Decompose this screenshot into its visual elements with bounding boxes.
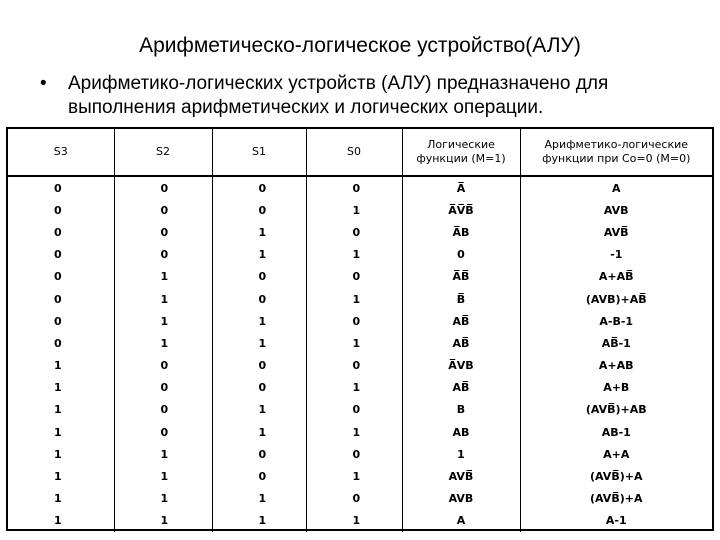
cell-logic: 0 — [402, 244, 520, 266]
cell-s0: 1 — [306, 510, 402, 532]
cell-s0: 0 — [306, 266, 402, 288]
cell-s3: 0 — [8, 288, 114, 310]
cell-s0: 0 — [306, 355, 402, 377]
cell-s3: 0 — [8, 221, 114, 243]
table-row — [8, 421, 712, 443]
cell-s0: 0 — [306, 176, 402, 199]
cell-s1: 0 — [212, 465, 306, 487]
table-row — [8, 176, 712, 199]
cell-arith: A+AB — [598, 359, 634, 373]
cell-logic: A̅B̅ — [402, 266, 520, 288]
table-row — [8, 510, 712, 532]
cell-s0: 0 — [306, 443, 402, 465]
cell-s0: 1 — [306, 332, 402, 354]
cell-logic: AB̅ — [402, 310, 520, 332]
table-row — [8, 377, 712, 399]
cell-logic: A̅VB — [402, 355, 520, 377]
cell-arith: A+B — [603, 381, 630, 395]
cell-s0: 1 — [306, 465, 402, 487]
cell-s2: 1 — [114, 443, 212, 465]
cell-s2: 1 — [114, 332, 212, 354]
table-row — [8, 488, 712, 510]
cell-arith: (AVB̅)+A — [590, 492, 643, 506]
cell-s1: 0 — [212, 288, 306, 310]
table-row — [8, 244, 712, 266]
cell-s2: 1 — [114, 310, 212, 332]
table-row — [8, 355, 712, 377]
cell-arith: AB-1 — [601, 425, 631, 439]
table-row — [8, 332, 712, 354]
table-header-row — [8, 129, 712, 176]
table-row — [8, 266, 712, 288]
header-logic-functions: Логические функции (M=1) — [402, 129, 520, 176]
cell-s0: 1 — [306, 377, 402, 399]
cell-s0: 1 — [306, 244, 402, 266]
header-arith-functions: Арифметико-логические функции при Co=0 (M=0) — [520, 129, 712, 176]
table-row — [8, 443, 712, 465]
cell-arith: A — [611, 181, 621, 195]
cell-s2: 0 — [114, 399, 212, 421]
cell-logic: AB̅ — [402, 332, 520, 354]
cell-logic: B — [402, 399, 520, 421]
cell-arith: (AVB̅)+A — [590, 470, 643, 484]
cell-s2: 1 — [114, 465, 212, 487]
cell-s2: 0 — [114, 244, 212, 266]
cell-s2: 0 — [114, 421, 212, 443]
header-s3: S3 — [8, 129, 114, 176]
cell-s2: 0 — [114, 377, 212, 399]
cell-arith: (AVB̅)+AB — [585, 403, 647, 417]
cell-logic: AB̅ — [402, 377, 520, 399]
cell-s3: 0 — [8, 244, 114, 266]
cell-logic: 1 — [402, 443, 520, 465]
function-table — [8, 129, 712, 532]
cell-s1: 0 — [212, 176, 306, 199]
cell-s3: 0 — [8, 266, 114, 288]
cell-s1: 0 — [212, 377, 306, 399]
cell-s3: 1 — [8, 421, 114, 443]
cell-s1: 1 — [212, 244, 306, 266]
header-s1: S1 — [212, 129, 306, 176]
cell-arith: AVB̅ — [603, 225, 629, 239]
cell-s1: 0 — [212, 355, 306, 377]
cell-s3: 0 — [8, 199, 114, 221]
header-s2: S2 — [114, 129, 212, 176]
cell-arith: AVB — [603, 203, 629, 217]
cell-s0: 1 — [306, 421, 402, 443]
cell-s3: 1 — [8, 488, 114, 510]
bullet-item — [40, 72, 680, 120]
cell-s1: 1 — [212, 332, 306, 354]
cell-s2: 0 — [114, 221, 212, 243]
cell-s1: 1 — [212, 399, 306, 421]
table-row — [8, 221, 712, 243]
table-row — [8, 310, 712, 332]
cell-arith: (AVB)+AB̅ — [585, 292, 647, 306]
cell-s3: 1 — [8, 399, 114, 421]
table-row — [8, 399, 712, 421]
table-row — [8, 465, 712, 487]
table-row — [8, 199, 712, 221]
cell-s1: 0 — [212, 443, 306, 465]
cell-arith: A+AB̅ — [598, 270, 634, 284]
cell-arith: AB̅-1 — [601, 336, 631, 350]
bullet-marker: • — [40, 73, 47, 94]
cell-logic: A — [402, 510, 520, 532]
cell-s2: 1 — [114, 288, 212, 310]
alu-function-table — [6, 127, 714, 531]
cell-s2: 0 — [114, 199, 212, 221]
cell-s2: 1 — [114, 266, 212, 288]
cell-arith: A-B-1 — [599, 314, 634, 328]
cell-s3: 1 — [8, 510, 114, 532]
cell-s1: 1 — [212, 510, 306, 532]
cell-s0: 0 — [306, 488, 402, 510]
cell-s2: 1 — [114, 510, 212, 532]
page-title: Арифметическо-логическое устройство(АЛУ) — [139, 34, 581, 57]
cell-s3: 1 — [8, 443, 114, 465]
cell-s0: 0 — [306, 221, 402, 243]
cell-s0: 1 — [306, 288, 402, 310]
cell-s1: 1 — [212, 421, 306, 443]
cell-s1: 1 — [212, 310, 306, 332]
cell-s2: 0 — [114, 355, 212, 377]
cell-logic: A̅V̅B̅ — [402, 199, 520, 221]
cell-s0: 0 — [306, 310, 402, 332]
cell-arith: A-1 — [605, 514, 627, 528]
cell-s3: 1 — [8, 355, 114, 377]
cell-s3: 1 — [8, 377, 114, 399]
cell-s1: 0 — [212, 199, 306, 221]
cell-arith: A+A — [603, 447, 630, 461]
header-s0: S0 — [306, 129, 402, 176]
cell-s0: 0 — [306, 399, 402, 421]
cell-s3: 0 — [8, 176, 114, 199]
bullet-text: Арифметико-логических устройств (АЛУ) предназначено для выполнения арифметических и логических операции. — [68, 73, 609, 118]
cell-logic: AB — [402, 421, 520, 443]
cell-logic: A̅B — [402, 221, 520, 243]
cell-s2: 0 — [114, 176, 212, 199]
cell-logic: AVB̅ — [402, 465, 520, 487]
cell-logic: B̅ — [402, 288, 520, 310]
cell-s2: 1 — [114, 488, 212, 510]
table-body — [8, 176, 712, 532]
cell-arith: -1 — [610, 248, 623, 262]
cell-s1: 1 — [212, 488, 306, 510]
cell-s3: 0 — [8, 310, 114, 332]
cell-logic: A̅ — [402, 176, 520, 199]
cell-s3: 0 — [8, 332, 114, 354]
cell-s3: 1 — [8, 465, 114, 487]
cell-s1: 1 — [212, 221, 306, 243]
cell-s0: 1 — [306, 199, 402, 221]
cell-s1: 0 — [212, 266, 306, 288]
cell-logic: AVB — [402, 488, 520, 510]
table-row — [8, 288, 712, 310]
